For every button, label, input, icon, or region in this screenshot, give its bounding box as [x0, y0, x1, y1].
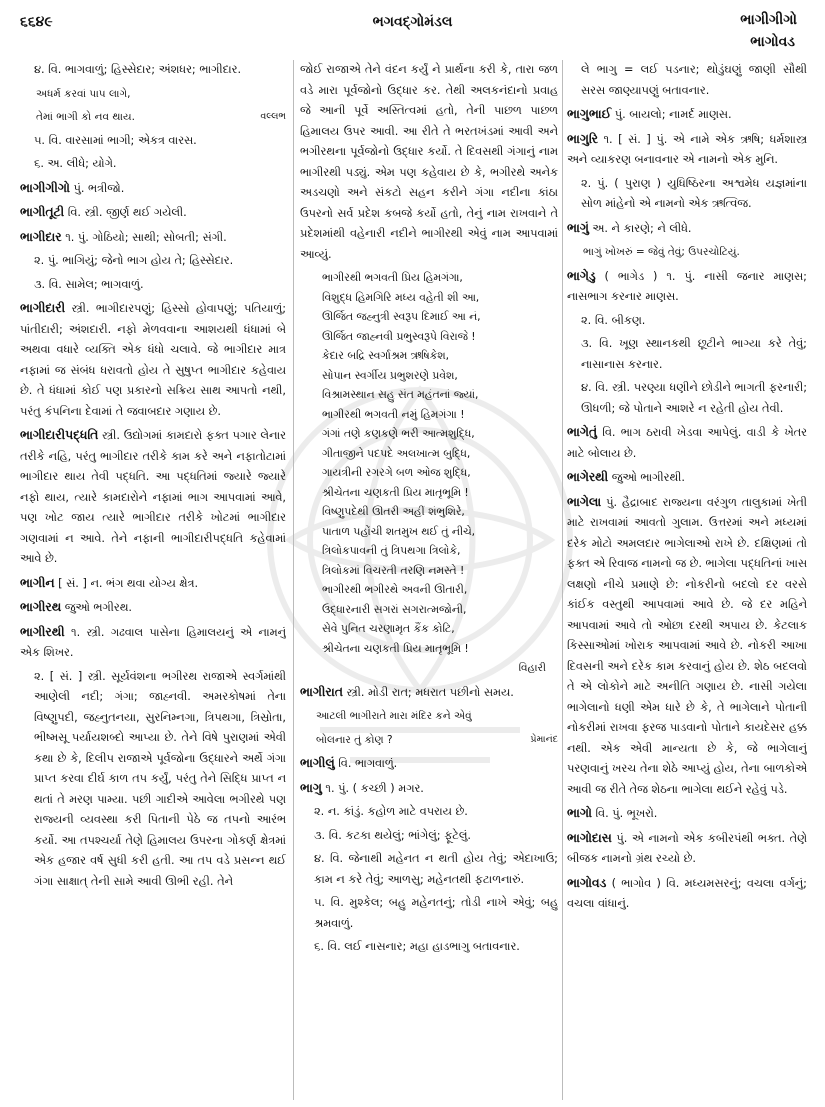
headword: ભાગીદારી	[20, 301, 66, 315]
poem-line: શ્રીચેતના ચણકતી પ્રિય માતૃભૂમિ !	[322, 641, 469, 655]
headword: ભાગેડુ	[567, 268, 596, 283]
entry-definition: જુઓ ભાગીરથી.	[611, 471, 685, 484]
entry-definition: વિ. ભાગ ઠરાવી ખેડવા આપેલું. વાડી કે ખેતર માટે બોલાય છે.	[567, 426, 807, 460]
sense-text: ૨. ન. કાંડું. કહોળ માટે વપરાય છે.	[314, 805, 468, 818]
example-quote	[300, 730, 558, 751]
headword: ભાગીતૂટી	[20, 205, 65, 219]
entry-definition: જુઓ ભગીરથ.	[64, 601, 132, 614]
headword: ભાગીગીગો	[20, 180, 70, 195]
dictionary-entry	[567, 467, 807, 489]
quote-source: વલ્લભ	[260, 111, 286, 122]
page-title: ભગવદ્ગોમંડલ	[372, 14, 453, 30]
headword: ભાગીરથી	[20, 624, 65, 639]
entry-definition: [ સં. ] ન. ભંગ થવા યોગ્ય ક્ષેત્ર.	[58, 576, 199, 590]
dictionary-entry	[567, 129, 807, 171]
poem-source: વિહારી	[518, 662, 546, 674]
poem-line: પાતાળ પહોંચી શતમુખ થઈ તું નીચે,	[322, 524, 476, 538]
entry-definition: પું. ભત્રીજો.	[73, 181, 125, 195]
headword: ભાગેલા	[567, 494, 602, 509]
headword: ભાગુભાઈ	[567, 107, 612, 121]
poem-line: ગાયત્રીની રગરગે બળ ઓજ શુદ્ધિ,	[322, 466, 471, 479]
headword: ભાગીરાત	[300, 684, 343, 699]
poem-line: વિષ્ણુપદેથી ઊતરી અહીં શંભુશિરે,	[322, 505, 465, 518]
page-number: ૬૬૪૯	[20, 14, 53, 30]
sense-text: ૪. વિ. સ્ત્રી. પરણ્યા ધણીને છોડીને ભાગતી ફરનારી; ઊધળી; જે પોતાને આશરે ન રહેતી હોય તેવી.	[581, 381, 807, 415]
sense-text: ૩. વિ. સામેલ; ભાગવાળું.	[34, 277, 144, 291]
dictionary-entry	[20, 425, 286, 570]
example-quote: અધર્મ કરવાં પાપ લાગે,	[36, 87, 131, 100]
headword: ભાગેતું	[567, 425, 597, 439]
dictionary-entry	[20, 597, 286, 619]
sense-text: ૬. વિ. લઈ નાસનાર; મહા હાડભાગુ બતાવનાર.	[314, 940, 520, 953]
headword: ભાગીદાર	[20, 229, 62, 244]
entry-definition: ૧. [ સં. ] પું. એ નામે એક ઋષિ; ધર્મશાસ્ત્ર અને વ્યાકરણ બનાવનાર એ નામનો એક મુનિ.	[567, 132, 807, 166]
entry-definition: પું. હૈદ્રાબાદ રાજ્યના વરંગુળ તાલુકામાં ખેતી માટે રાખવામાં આવતો ગુલામ. ઉત્તરમાં અને મધ્યમાં દરેક મોટો અમલદાર ભાગેલાઓ રાખે છે. દક્ષિણમાં તો ફક્ત એ રિવાજ નામનો જ છે. ભાગેલા પદ્ધતિનાં ખાસ લક્ષણો નીચે પ્રમાણે છે: નોકરીનો બદલો દર વરસે કાંઈક વસ્તુથી આપવામાં આવે છે. જે દર મહિને આપવામાં આવે તો ઓછા દરથી અપાય છે. કેટલાક કિસ્સાઓમાં ખોરાક આપવામાં આવે છે. નોકરી આખા દિવસની અને દરેક કામ કરવાનું હોય છે. શેઠ બદલવો તે એ લોકોને માટે અનીતિ ગણાય છે. નાસી ગયેલા ભાગેલાનો ધણી એમ ધારે છે કે, તે ભાગેલાને પોતાની નોકરીમાં રાખવા ફરજ પાડવાનો પોતાને કાયદેસર હક્ક નથી. એક એવી માન્યતા છે કે, જે ભાગેલાનું પરણવાનું ખરચ તેના શેઠે આપ્યું હોય, તેના બાળકોએ આવી જ રીતે તેજ શેઠના ભાગેલા થઈને રહેવું પડે.	[567, 495, 807, 796]
example-quote: ભાગું ખોખરું = જેવું તેવું; ઉપરચોટિયું.	[583, 246, 740, 258]
example-line: બોલનાર તું કોણ ?	[316, 733, 393, 746]
poem-line: ભાગીરથી ભગવતી પ્રિય હિમગંગા,	[322, 271, 463, 284]
dictionary-entry	[567, 422, 807, 464]
headword: ભાગોવડ	[567, 875, 607, 890]
column-1	[20, 60, 286, 1100]
sense-text: ૬. અ. લીધે; યોગે.	[34, 157, 117, 170]
poem-line: ઊર્જિત જાહ્નવી પ્રભુસ્વરૂપે વિરાજે !	[322, 329, 476, 343]
dictionary-entry	[20, 573, 286, 595]
example-quote	[20, 107, 286, 128]
poem-line: ભાગીરથી ભગવતી નમું હિમગંગા !	[322, 407, 465, 421]
entry-definition: ( ભાગોવ ) વિ. મધ્યમસરનું; વચલા વર્ગનું; વચલા વાંધાનું.	[567, 876, 807, 910]
dictionary-entry	[300, 753, 558, 775]
poem-line: ગીતાજીને પદપદે અલખાત્મ બુદ્ધિ,	[322, 446, 471, 460]
example-line: તેમાં ભાગી કો નવ થાય.	[36, 111, 135, 123]
headword: ભાગીરથ	[20, 600, 62, 614]
column-divider	[293, 60, 294, 1100]
entry-definition: સ્ત્રી. મોડી રાત; મધરાત પછીનો સમય.	[346, 685, 514, 699]
headword: ભાગીલું	[300, 756, 335, 770]
sense-text: ૨. પું. ( પુરાણ ) યુધિષ્ઠિરના અશ્વમેધ યજ્ઞમાંના સોળ માંહેનો એ નામનો એક ઋત્વિજ.	[581, 176, 807, 210]
dictionary-entry	[567, 218, 807, 240]
example-quote: આટલી ભાગીરાતે મારા મંદિર કને એવું	[316, 710, 472, 722]
sense-text: ૩. વિ. ખૂણ સ્થાનકથી છૂટીને ભાગ્યા કરે તેવું; નાસાનાસ કરનાર.	[581, 337, 807, 371]
headword: ભાગીદારીપદ્ધતિ	[20, 428, 99, 442]
headword: ભાગું	[567, 220, 589, 235]
dictionary-entry	[567, 873, 807, 915]
sense-text: ૫. વિ. વારસામાં ભાગી; એકત્ર વારસ.	[34, 133, 197, 147]
dictionary-entry	[20, 622, 286, 664]
sense-text: ૩. વિ. કટકા થયેલું; ભાંગેલું; ફૂટેલું.	[314, 828, 471, 842]
sense-text: ૨. પું. ભાગિયું; જેનો ભાગ હોય તે; હિસ્સેદાર.	[34, 254, 234, 267]
column-2	[300, 60, 558, 1100]
dictionary-entry	[300, 682, 558, 704]
headword: ભાગુ	[300, 780, 322, 795]
page-header	[0, 8, 825, 58]
sense-text: ૪. વિ. જેનાથી મહેનત ન થતી હોય તેવું; એદાખાઉ; કામ ન કરે તેવું; આળસુ; મહેનતથી ફટાળનારું.	[314, 852, 558, 886]
dictionary-entry	[567, 266, 807, 308]
poem-line: ઉદ્ધારનારી સગરાં સગરાત્મજોની,	[322, 602, 467, 616]
column-3	[567, 60, 807, 1100]
column-divider	[562, 60, 563, 1100]
entry-definition: પું. બાયલો; નામર્દ માણસ.	[614, 108, 732, 121]
quote-source: પ્રેમાનંદ	[530, 733, 558, 745]
dictionary-entry	[300, 778, 558, 800]
entry-definition: વિ. પું. ભૂખરો.	[595, 807, 658, 820]
sense-text: ૫. વિ. મુશ્કેલ; બહુ મહેનતનું; તોડી નાખે એવું; બહુ શ્રમવાળું.	[314, 896, 558, 930]
sense-text: ૪. વિ. ભાગવાળું; હિસ્સેદાર; અંશધર; ભાગીદાર.	[34, 63, 242, 76]
entry-definition: વિ. ભાગવાળું.	[338, 757, 398, 770]
dictionary-entry	[567, 803, 807, 825]
sense-text: ૨. વિ. બીકણ.	[581, 313, 646, 327]
entry-definition: અ. ને કારણે; ને લીધે.	[592, 221, 692, 235]
poem-line: ઊર્જિત જહ્નુત્રી સ્વરૂપ દિમાઈ આ નં,	[322, 310, 481, 323]
entry-definition: ( ભાગેડ ) ૧. પું. નાસી જનાર માણસ; નાસભાગ કરનાર માણસ.	[567, 269, 807, 303]
entry-definition: ૧. સ્ત્રી. ગઢવાલ પાસેના હિમાલયનું એ નામનું એક શિખર.	[20, 625, 286, 659]
guide-word-first: ભાગીગીગો	[740, 12, 797, 28]
entry-definition: સ્ત્રી. ભાગીદારપણું; હિસ્સો હોવાપણું; પતિયાળું; પાંતીદારી; અંશદારી. નફો મેળવવાના આશયથી ધંધામાં બે અથવા વધારે વ્યક્તિ એક ધંધો ચલાવે. જે ભાગીદાર માત્ર નફામાં જ સંબંધ ધરાવતો હોય તે સુષુપ્ત ભાગીદાર કહેવાય છે. તે ધંધામાં કોઈ પણ પ્રકારનો સક્રિય સાથ આપતો નથી, પરંતુ કંપનિના દેવામાં તે જવાબદાર ગણાય છે.	[20, 302, 286, 418]
entry-definition: ૧. પું. ( કચ્છી ) મગર.	[325, 781, 424, 795]
dictionary-entry	[567, 828, 807, 870]
poem-line: ભાગીરથી ભગીરથે અવની ઊતારી,	[322, 583, 468, 596]
entry-definition: વિ. સ્ત્રી. જીર્ણ થઈ ગયેલી.	[67, 206, 187, 219]
continued-text: જોઈ રાજાએ તેને વંદન કર્યું ને પ્રાર્થના કરી કે, તારા જળ વડે મારા પૂર્વજોનો ઉદ્ધાર કર. તેથી અલકનંદાનો પ્રવાહ જે આની પૂર્વે અસ્તિત્વમાં હતો, તેની પાછળ પાછળ હિમાલય ઉપર આવી. આ રીતે તે ભરતખંડમાં આવી અને ભગીરથના પૂર્વજોનો ઉદ્ધાર કર્યો. તે દિવસથી ગંગાનું નામ ભાગીરથી પડ્યું. એમ પણ કહેવાય છે કે, ભગીરથે અનેક અડચણો અને સંકટો સહન કરીને ગંગા નદીના કાંઠા ઉપરનો સર્વ પ્રદેશ કબજે કર્યો હતો, તેનું નામ રાખવાને તે પ્રદેશમાંથી વહેનારી નદીને ભાગીરથી એવું નામ આપવામાં આવ્યું.	[300, 63, 558, 261]
entry-definition: સ્ત્રી. ઉદ્યોગમાં કામદારો ફક્ત પગાર લેનાર તરીકે નહિ, પરંતુ ભાગીદાર તરીકે કામ કરે અને નફાતોટામાં ભાગીદાર થાય તેવી પદ્ધતિ. આ પદ્ધતિમાં જ્યારે જ્યારે નફો થાય, ત્યારે કામદારોને નફામાં ભાગ આપવામાં આવે, પણ ખોટ જાય ત્યારે ભાગીદાર તરીકે ખોટમાં ભાગીદાર ગણવામાં ન આવે. તેને નફાની ભાગીદારીપદ્ધતિ કહેવામાં આવે છે.	[20, 429, 286, 565]
guide-word-last: ભાગોવડ	[750, 34, 795, 50]
poem-line: વિશ્રામસ્થાન સહુ સંત મહંતનાં જ્યાં,	[322, 388, 479, 401]
entry-definition: ૧. પું. ગોઠિયો; સાથી; સોબતી; સંગી.	[65, 230, 227, 244]
poem-line: સેવે પુનિત ચરણામૃત કૈંક કોટિ,	[322, 622, 455, 635]
poem-line: ત્રિલોકમાં વિચરતી તરણિ નમસ્તે !	[322, 563, 465, 577]
poem-line: કેદાર બદ્રિ સ્વર્ગાશ્રમ ઋષિકેશ,	[322, 349, 450, 362]
dictionary-entry	[20, 178, 286, 200]
continued-text: લે ભાગુ = લઈ પડનાર; થોડુંઘણું જાણી સૌથી સરસ જાણ્યાપણું બતાવનાર.	[581, 63, 807, 97]
headword: ભાગેરથી	[567, 470, 609, 484]
poem-line: સોપાન સ્વર્ગીય પ્રભુશરણે પ્રવેશ,	[322, 368, 458, 382]
poem-line: ત્રિલોકપાવની તું ત્રિપથગા ત્રિલોકે,	[322, 544, 461, 557]
dictionary-entry	[20, 298, 286, 422]
poem-line: વિશુદ્ધ હિમગિરિ મધ્ય વહેતી શી આ,	[322, 290, 480, 304]
sense-text: ૨. [ સં. ] સ્ત્રી. સૂર્યવંશના ભગીરથ રાજાએ સ્વર્ગમાંથી આણેલી નદી; ગંગા; જાહ્નવી. અમરકોષમાં તેના વિષ્ણુપદી, જહ્નુતનયા, સુરનિમ્નગા, ત્રિપથગા, ત્રિસ્રોતા, ભીષ્મસૂ પર્યાયશબ્દો આપ્યા છે. તેને વિષે પુરાણમાં એવી કથા છે કે, દિલીપ રાજાએ પૂર્વજોના ઉદ્ધારને અર્થે ગંગા પ્રાપ્ત કરવા દીર્ઘ કાળ તપ કર્યું, પરંતુ તેને સિદ્ધિ પ્રાપ્ત ન થતાં તે મરણ પામ્યા. પછી ગાદીએ આવેલા ભગીરથે પણ રાજ્યની વ્યવસ્થા કરી પિતાની પેઠે જ તપનો આરંભ કર્યો. આ તપશ્ચર્યા તેણે હિમાલય ઉપરના ગોકર્ણ ક્ષેત્રમાં એક હજાર વર્ષ સુધી કરી હતી. આ તપ વડે પ્રસન્ન થઈ ગંગા સાક્ષાત્ તેની સામે આવી ઊભી રહી. તેને	[34, 669, 286, 888]
headword: ભાગોદાસ	[567, 830, 612, 845]
headword: ભાગીન	[20, 575, 55, 590]
headword: ભાગો	[567, 806, 592, 820]
dictionary-entry	[567, 492, 807, 801]
dictionary-entry	[20, 227, 286, 249]
poem-line: શ્રીચેતના ચણકતી પ્રિય માતૃભૂમિ !	[322, 485, 469, 499]
dictionary-entry	[20, 202, 286, 224]
entry-definition: પું. એ નામનો એક કબીરપંથી ભક્ત. તેણે બીજક નામનો ગ્રંથ રચ્યો છે.	[567, 831, 807, 865]
dictionary-entry	[567, 104, 807, 126]
headword: ભાગુરિ	[567, 131, 598, 146]
poem-block	[300, 268, 558, 679]
poem-line: ગંગાં તણે કણકણે ભરી આત્મશુદ્ધિ,	[322, 427, 475, 440]
